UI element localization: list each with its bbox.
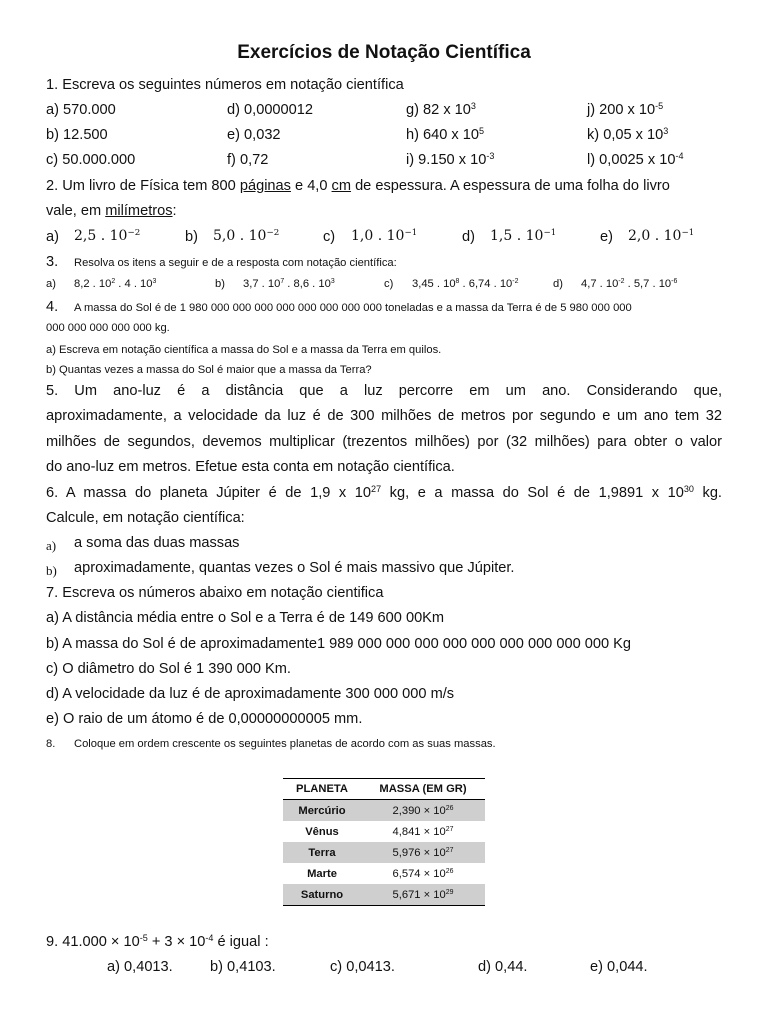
base-text: 3,7 . 10: [243, 278, 281, 290]
q2-option-value: [490, 228, 556, 244]
exponent: −1: [404, 228, 418, 239]
exponent: 3: [152, 278, 157, 286]
question-6-line-1: 6. A massa do planeta Júpiter é de 1,9 x $10^{27}$ kg, e a massa do Sol é de 1,9891 x $10^{30}$ kg.: [46, 484, 722, 501]
q7-item: b) A massa do Sol é de aproximadamente1 989 000 000 000 000 000 000 000 000 000 Kg: [46, 636, 632, 652]
planet-name: Saturno: [283, 884, 361, 906]
q1-item: [227, 102, 313, 118]
question-5-line-4: do ano-luz em metros. Efetue esta conta em notação científica.: [46, 459, 455, 475]
question-8-number: 8.: [46, 738, 56, 750]
exponent: 5: [479, 126, 485, 137]
base-text: 1,5 . 10: [490, 228, 544, 244]
exponent: 7: [280, 278, 285, 286]
base-text: h) 640 x 10: [406, 127, 480, 143]
planet-name: Terra: [283, 842, 361, 863]
base-text: 5,0 . 10: [213, 228, 267, 244]
exponent: 3: [330, 278, 335, 286]
base-text: j) 200 x 10: [587, 102, 656, 118]
planet-name: Vênus: [305, 825, 339, 838]
exponent: 2: [111, 278, 116, 286]
base-text: 4,7 . 10: [581, 278, 619, 290]
exponent: 3: [663, 126, 669, 137]
base-text: b) 12.500: [46, 127, 108, 143]
question-6-label-a: a): [46, 538, 57, 553]
q1-item: [46, 152, 135, 168]
q3-item-expression: [412, 278, 518, 290]
planet-mass: [361, 842, 485, 863]
q7-item: e) O raio de um átomo é de 0,00000000005 mm.: [46, 711, 363, 727]
exponent: -3: [486, 151, 495, 162]
q7-item: c) O diâmetro do Sol é 1 390 000 Km.: [46, 661, 291, 677]
q2-option-label: a): [46, 229, 59, 245]
base-text: k) 0,05 x 10: [587, 127, 664, 143]
exponent: 27: [445, 846, 454, 854]
base-text: 8,2 . 10: [74, 278, 112, 290]
base-text: 5,671 × 10: [392, 888, 446, 901]
q1-item: [587, 127, 668, 143]
base-text: . 6,74 . 10: [459, 278, 513, 290]
base-text: 4,841 × 10: [392, 825, 446, 838]
q1-item: [227, 152, 268, 168]
q7-item: a) A distância média entre o Sol e a Terra é de 149 600 00Km: [46, 610, 445, 626]
q1-item: [227, 127, 281, 143]
exponent: 29: [445, 888, 454, 896]
exponent: −1: [681, 228, 695, 239]
question-3-number: 3.: [46, 254, 59, 270]
q1-item: [406, 152, 494, 168]
q3-item-expression: [243, 278, 335, 290]
base-text: i) 9.150 x 10: [406, 152, 487, 168]
table-header-mass: MASSA (EM GR): [361, 779, 485, 800]
question-9-stem: 9. $41.000 \times 10^{-5} + 3 \times 10^{-4}$ é igual :: [46, 933, 269, 950]
q9-option: b) 0,4103.: [210, 959, 276, 975]
base-text: 6,574 × 10: [392, 867, 446, 880]
question-3-stem: Resolva os itens a seguir e de a resposta com notação científica:: [74, 257, 397, 269]
table-row: [283, 884, 485, 906]
exponent: -4: [675, 151, 684, 162]
base-text: d) 0,0000012: [227, 102, 314, 118]
q3-item-label: b): [215, 278, 225, 290]
table-row: [283, 800, 485, 822]
q9-option: d) 0,44.: [478, 959, 528, 975]
exponent: 26: [445, 867, 454, 875]
table-row: [283, 842, 485, 863]
q3-item-expression: [74, 278, 156, 290]
exponent: 8: [455, 278, 460, 286]
question-2-line-2: vale, em milímetros:: [46, 203, 177, 219]
exponent: -5: [655, 101, 664, 112]
base-text: 5,976 × 10: [392, 846, 446, 859]
base-text: c) 50.000.000: [46, 152, 136, 168]
planet-mass: [361, 884, 485, 906]
exponent: 26: [445, 804, 454, 812]
exponent: -2: [512, 278, 519, 286]
q1-item: [46, 127, 108, 143]
base-text: e) 0,032: [227, 127, 281, 143]
base-text: 2,0 . 10: [628, 228, 682, 244]
base-text: 2,5 . 10: [74, 228, 128, 244]
planet-mass: [361, 863, 485, 884]
question-7-stem: 7. Escreva os números abaixo em notação cientifica: [46, 585, 384, 601]
q3-item-label: a): [46, 278, 56, 290]
base-text: 2,390 × 10: [392, 804, 446, 817]
base-text: f) 0,72: [227, 152, 269, 168]
exponent: -2: [618, 278, 625, 286]
question-5-line-2: aproximadamente, a velocidade da luz é de 300 milhões de metros por segundo e um ano tem 32: [46, 408, 722, 424]
q9-option: c) 0,0413.: [330, 959, 395, 975]
base-text: 1,0 . 10: [351, 228, 405, 244]
question-1-stem: 1. Escreva os seguintes números em notação científica: [46, 77, 404, 93]
question-6-item-b: aproximadamente, quantas vezes o Sol é mais massivo que Júpiter.: [74, 560, 515, 576]
planet-name: Mercúrio: [283, 800, 361, 822]
planet-mass: [361, 800, 485, 822]
exponent: −2: [127, 228, 141, 239]
question-4-line-1: A massa do Sol é de 1 980 000 000 000 000 000 000 000 000 toneladas e a massa da Terra é de 5 980 000 000: [74, 302, 632, 314]
q1-item: [406, 102, 476, 118]
q2-option-value: [628, 228, 694, 244]
exponent: −1: [543, 228, 557, 239]
base-text: a) 570.000: [46, 102, 116, 118]
base-text: 3,45 . 10: [412, 278, 456, 290]
base-text: l) 0,0025 x 10: [587, 152, 676, 168]
q2-option-value: [74, 228, 140, 244]
base-text: . 4 . 10: [115, 278, 153, 290]
q1-item: [406, 127, 484, 143]
q2-option-value: [213, 228, 279, 244]
question-2-line-1: 2. Um livro de Física tem 800 páginas e 4,0 cm de espessura. A espessura de uma folha do livro: [46, 178, 670, 194]
table-header-planet: PLANETA: [283, 779, 361, 800]
question-4-line-2: 000 000 000 000 000 kg.: [46, 322, 170, 334]
page-title: Exercícios de Notação Científica: [237, 42, 531, 63]
question-6-label-b: b): [46, 563, 57, 578]
q2-option-label: b): [185, 229, 198, 245]
exponent: 3: [470, 101, 476, 112]
question-4-item-b: b) Quantas vezes a massa do Sol é maior que a massa da Terra?: [46, 364, 372, 376]
q2-option-value: [351, 228, 417, 244]
planet-name: Marte: [307, 867, 337, 880]
table-row: [283, 863, 485, 884]
q2-option-label: e): [600, 229, 613, 245]
exponent: -6: [671, 278, 678, 286]
base-text: g) 82 x 10: [406, 102, 471, 118]
question-4-item-a: a) Escreva em notação científica a massa do Sol e a massa da Terra em quilos.: [46, 344, 442, 356]
exponent: −2: [266, 228, 280, 239]
q1-item: [587, 152, 683, 168]
exponent: 27: [445, 825, 454, 833]
question-6-line-2: Calcule, em notação científica:: [46, 510, 245, 526]
q3-item-label: c): [384, 278, 394, 290]
question-5-line-1: 5. Um ano-luz é a distância que a luz percorre em um ano. Considerando que,: [46, 383, 722, 399]
q1-item: [46, 102, 116, 118]
q7-item: d) A velocidade da luz é de aproximadamente 300 000 000 m/s: [46, 686, 455, 702]
q9-option: e) 0,044.: [590, 959, 648, 975]
q2-option-label: c): [323, 229, 336, 245]
q3-item-expression: [581, 278, 677, 290]
base-text: . 8,6 . 10: [284, 278, 331, 290]
planet-mass: [361, 821, 485, 842]
base-text: . 5,7 . 10: [624, 278, 672, 290]
question-6-item-a: a soma das duas massas: [74, 535, 240, 551]
question-5-line-3: milhões de segundos, devemos multiplicar (trezentos milhões) por (32 milhões) para obter o valor: [46, 434, 722, 450]
planet-mass-table: [283, 778, 485, 906]
q2-option-label: d): [462, 229, 475, 245]
q9-option: a) 0,4013.: [107, 959, 173, 975]
q3-item-label: d): [553, 278, 563, 290]
q1-item: [587, 102, 663, 118]
table-row: [283, 821, 485, 842]
question-4-number: 4.: [46, 299, 59, 315]
question-8-stem: Coloque em ordem crescente os seguintes planetas de acordo com as suas massas.: [74, 738, 496, 750]
